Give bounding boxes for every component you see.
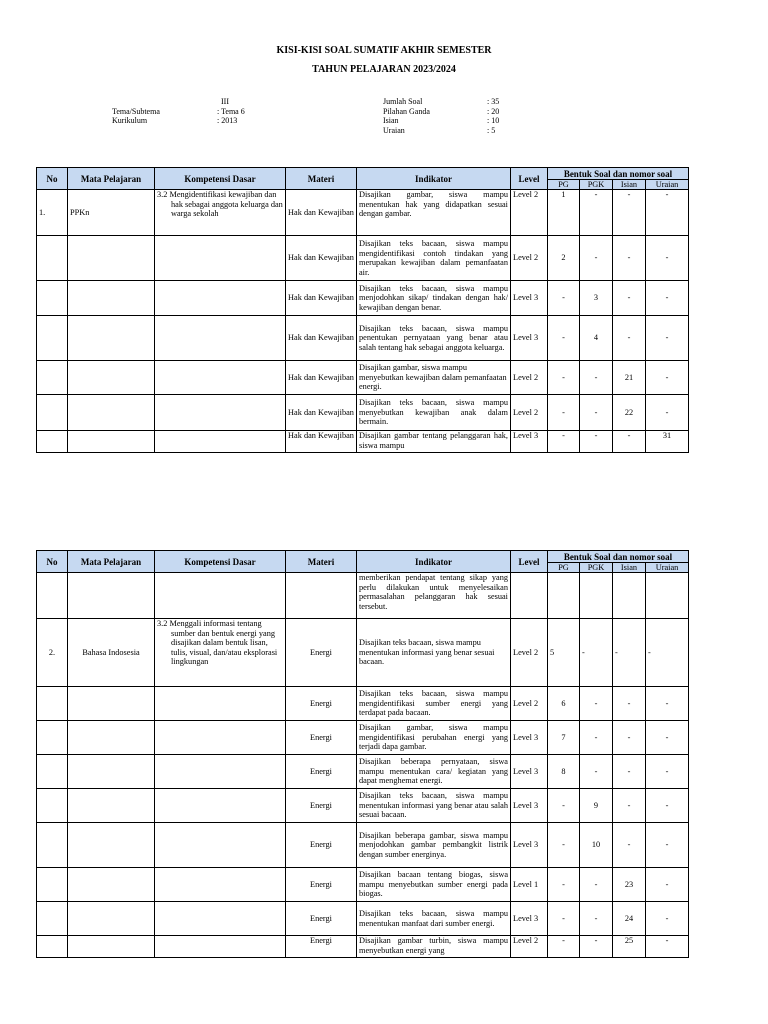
header-isian: Isian (613, 563, 646, 573)
cell-indikator: Disajikan teks bacaan, siswa mampu mengidentifikasi contoh tindakan yang merupakan kewajiban dalam pemanfaatan air. (357, 236, 511, 281)
cell-mapel: PPKn (68, 190, 155, 236)
cell-pg: 5 (548, 619, 580, 687)
cell-uraian: - (646, 721, 689, 755)
cell-mapel (68, 316, 155, 361)
uraian-row (383, 126, 499, 136)
cell-indikator: Disajikan teks bacaan, siswa mampu menentukan informasi yang benar sesuai bacaan. (357, 619, 511, 687)
cell-level: Level 1 (511, 868, 548, 902)
cell-pg: - (548, 431, 580, 453)
cell-level: Level 2 (511, 619, 548, 687)
header-no: No (37, 551, 68, 573)
cell-level: Level 3 (511, 721, 548, 755)
cell-level: Level 3 (511, 902, 548, 936)
cell-level: Level 2 (511, 236, 548, 281)
header-level: Level (511, 551, 548, 573)
cell-materi (286, 573, 357, 619)
cell-indikator: Disajikan beberapa pernyataan, siswa mampu menentukan cara/ kegiatan yang dapat menghemat energi. (357, 755, 511, 789)
table-row (37, 361, 689, 395)
cell-pgk (580, 573, 613, 619)
cell-pgk: - (580, 395, 613, 431)
cell-isian: 23 (613, 868, 646, 902)
cell-kd (155, 361, 286, 395)
cell-mapel: Bahasa Indosesia (68, 619, 155, 687)
header-kd: Kompetensi Dasar (155, 168, 286, 190)
table-row (37, 395, 689, 431)
cell-mapel (68, 573, 155, 619)
cell-isian: - (613, 687, 646, 721)
pg-row (383, 107, 499, 117)
table-row (37, 936, 689, 958)
cell-pg: - (548, 936, 580, 958)
cell-mapel (68, 395, 155, 431)
cell-isian: - (613, 236, 646, 281)
cell-pg: 6 (548, 687, 580, 721)
cell-isian: - (613, 281, 646, 316)
cell-uraian: - (646, 936, 689, 958)
cell-indikator: Disajikan teks bacaan, siswa mampu menyebutkan kewajiban anak dalam bermain. (357, 395, 511, 431)
header-pg: PG (548, 563, 580, 573)
cell-isian: - (613, 755, 646, 789)
jumlah-value: : 35 (487, 97, 500, 106)
cell-level: Level 3 (511, 431, 548, 453)
cell-isian: - (613, 316, 646, 361)
cell-indikator: Disajikan gambar tentang pelanggaran hak, siswa mampu (357, 431, 511, 453)
cell-mapel (68, 687, 155, 721)
header-bentuk: Bentuk Soal dan nomor soal (548, 168, 689, 180)
cell-uraian: 31 (646, 431, 689, 453)
kurikulum-label: Kurikulum (112, 116, 148, 125)
table-row (37, 868, 689, 902)
cell-indikator: Disajikan gambar, siswa mampu menentukan hak yang didapatkan sesuai dengan gambar. (357, 190, 511, 236)
pg-value: : 20 (487, 106, 500, 116)
table-row (37, 619, 689, 687)
cell-no (37, 431, 68, 453)
cell-kd (155, 431, 286, 453)
cell-uraian: - (646, 361, 689, 395)
cell-level: Level 2 (511, 687, 548, 721)
cell-materi: Energi (286, 823, 357, 868)
cell-kd (155, 902, 286, 936)
cell-level: Level 2 (511, 395, 548, 431)
cell-mapel (68, 431, 155, 453)
header-no: No (37, 168, 68, 190)
cell-indikator: Disajikan teks bacaan, siswa mampu mengidentifikasi sumber energi yang terdapat pada bacaan. (357, 687, 511, 721)
meta-left (112, 97, 245, 126)
cell-isian: - (613, 431, 646, 453)
cell-pg: 2 (548, 236, 580, 281)
kelas-value: III (221, 97, 229, 106)
header-bentuk: Bentuk Soal dan nomor soal (548, 551, 689, 563)
meta-right (383, 97, 499, 135)
cell-level: Level 3 (511, 281, 548, 316)
cell-isian: - (613, 721, 646, 755)
table-row (37, 316, 689, 361)
cell-pg: 1 (548, 190, 580, 236)
table-row (37, 190, 689, 236)
cell-no (37, 395, 68, 431)
tema-row (112, 107, 245, 117)
cell-pgk: - (580, 936, 613, 958)
header-uraian: Uraian (646, 180, 689, 190)
cell-pg: - (548, 281, 580, 316)
cell-uraian: - (646, 687, 689, 721)
cell-uraian: - (646, 316, 689, 361)
cell-materi: Hak dan Kewajiban (286, 190, 357, 236)
uraian-label: Uraian (383, 125, 405, 135)
cell-pgk: 3 (580, 281, 613, 316)
cell-pg: 7 (548, 721, 580, 755)
header-mapel: Mata Pelajaran (68, 168, 155, 190)
cell-no (37, 281, 68, 316)
cell-no (37, 361, 68, 395)
cell-indikator: memberikan pendapat tentang sikap yang perlu dilakukan untuk menyelesaikan permasalahan pelanggaran hak sesuai tersebut. (357, 573, 511, 619)
header-indikator: Indikator (357, 168, 511, 190)
table-row (37, 431, 689, 453)
pg-label: Pilahan Ganda (383, 106, 430, 116)
cell-mapel (68, 902, 155, 936)
cell-level (511, 573, 548, 619)
table-row (37, 721, 689, 755)
cell-pg: - (548, 316, 580, 361)
cell-no (37, 789, 68, 823)
table-row (37, 687, 689, 721)
cell-no (37, 868, 68, 902)
cell-level: Level 2 (511, 936, 548, 958)
cell-materi: Energi (286, 755, 357, 789)
cell-pgk: 9 (580, 789, 613, 823)
cell-no (37, 316, 68, 361)
cell-isian: - (613, 823, 646, 868)
cell-indikator: Disajikan teks bacaan, siswa mampu menjodohkan sikap/ tindakan dengan hak/ kewajiban dengan benar. (357, 281, 511, 316)
cell-pgk: - (580, 721, 613, 755)
cell-materi: Energi (286, 936, 357, 958)
cell-pgk: - (580, 687, 613, 721)
cell-materi: Energi (286, 902, 357, 936)
cell-pgk: - (580, 236, 613, 281)
cell-materi: Hak dan Kewajiban (286, 236, 357, 281)
cell-level: Level 2 (511, 361, 548, 395)
cell-no: 1. (37, 190, 68, 236)
kd-text: 3.2 Mengidentifikasi kewajiban dan hak sebagai anggota keluarga dan warga sekolah (157, 190, 283, 218)
isian-label: Isian (383, 116, 399, 125)
kisi-table-1 (36, 167, 689, 453)
kurikulum-value: : 2013 (217, 116, 238, 125)
cell-isian: 22 (613, 395, 646, 431)
cell-pg (548, 573, 580, 619)
cell-pgk: - (580, 361, 613, 395)
cell-pgk: - (580, 431, 613, 453)
cell-isian: - (613, 190, 646, 236)
header-mapel: Mata Pelajaran (68, 551, 155, 573)
cell-pg: - (548, 361, 580, 395)
cell-isian: 24 (613, 902, 646, 936)
cell-kd (155, 316, 286, 361)
cell-kd (155, 573, 286, 619)
cell-kd (155, 936, 286, 958)
cell-no (37, 687, 68, 721)
kurikulum-row (112, 116, 245, 126)
header-kd: Kompetensi Dasar (155, 551, 286, 573)
cell-no (37, 936, 68, 958)
cell-no (37, 755, 68, 789)
cell-mapel (68, 361, 155, 395)
cell-no: 2. (37, 619, 68, 687)
kisi-table-2 (36, 550, 689, 958)
cell-materi: Energi (286, 619, 357, 687)
document-title: KISI-KISI SOAL SUMATIF AKHIR SEMESTER (276, 45, 492, 56)
cell-mapel (68, 721, 155, 755)
table-row (37, 902, 689, 936)
cell-uraian: - (646, 236, 689, 281)
cell-materi: Energi (286, 868, 357, 902)
cell-materi: Hak dan Kewajiban (286, 281, 357, 316)
cell-pg: - (548, 789, 580, 823)
cell-mapel (68, 755, 155, 789)
table-row (37, 573, 689, 619)
cell-materi: Hak dan Kewajiban (286, 431, 357, 453)
cell-kd (155, 721, 286, 755)
cell-no (37, 236, 68, 281)
document-subtitle: TAHUN PELAJARAN 2023/2024 (312, 64, 456, 75)
cell-pg: 8 (548, 755, 580, 789)
header-pgk: PGK (580, 563, 613, 573)
cell-mapel (68, 823, 155, 868)
cell-pg: - (548, 395, 580, 431)
tema-label: Tema/Subtema (112, 106, 160, 116)
cell-uraian: - (646, 190, 689, 236)
cell-isian: - (613, 619, 646, 687)
cell-level: Level 3 (511, 316, 548, 361)
header-indikator: Indikator (357, 551, 511, 573)
cell-kd (155, 755, 286, 789)
cell-isian: - (613, 789, 646, 823)
cell-materi: Hak dan Kewajiban (286, 316, 357, 361)
cell-materi: Energi (286, 721, 357, 755)
cell-uraian: - (646, 395, 689, 431)
cell-pgk: 10 (580, 823, 613, 868)
header-isian: Isian (613, 180, 646, 190)
cell-uraian: - (646, 902, 689, 936)
cell-kd (155, 789, 286, 823)
cell-uraian: - (646, 823, 689, 868)
cell-isian (613, 573, 646, 619)
cell-no (37, 573, 68, 619)
table-row (37, 281, 689, 316)
cell-isian: 25 (613, 936, 646, 958)
cell-uraian: - (646, 755, 689, 789)
cell-kd (155, 687, 286, 721)
tema-value: : Tema 6 (217, 106, 245, 116)
cell-no (37, 902, 68, 936)
cell-kd (155, 619, 286, 687)
cell-pgk: - (580, 619, 613, 687)
cell-indikator: Disajikan gambar, siswa mampu mengidentifikasi perubahan energi yang terjadi dapa gambar. (357, 721, 511, 755)
cell-pgk: - (580, 755, 613, 789)
cell-uraian: - (646, 281, 689, 316)
cell-isian: 21 (613, 361, 646, 395)
cell-indikator: Disajikan gambar turbin, siswa mampu menyebutkan energi yang (357, 936, 511, 958)
cell-materi: Hak dan Kewajiban (286, 395, 357, 431)
cell-level: Level 3 (511, 789, 548, 823)
cell-level: Level 2 (511, 190, 548, 236)
cell-indikator: Disajikan teks bacaan, siswa mampu menentukan informasi yang benar atau salah sesuai bacaan. (357, 789, 511, 823)
table-row (37, 236, 689, 281)
isian-value: : 10 (487, 116, 500, 125)
cell-kd (155, 823, 286, 868)
header-materi: Materi (286, 551, 357, 573)
cell-mapel (68, 281, 155, 316)
isian-row (383, 116, 499, 126)
cell-pg: - (548, 902, 580, 936)
cell-kd (155, 236, 286, 281)
header-uraian: Uraian (646, 563, 689, 573)
uraian-value: : 5 (487, 125, 496, 135)
table-row (37, 755, 689, 789)
cell-kd (155, 281, 286, 316)
header-pgk: PGK (580, 180, 613, 190)
cell-indikator: Disajikan teks bacaan, siswa mampu penentukan pernyataan yang benar atau salah tentang hak sebagai anggota keluarga. (357, 316, 511, 361)
cell-materi: Energi (286, 687, 357, 721)
header-pg: PG (548, 180, 580, 190)
cell-uraian: - (646, 868, 689, 902)
cell-mapel (68, 789, 155, 823)
cell-pg: - (548, 868, 580, 902)
cell-pgk: - (580, 902, 613, 936)
cell-pgk: - (580, 868, 613, 902)
jumlah-label: Jumlah Soal (383, 97, 423, 106)
cell-mapel (68, 936, 155, 958)
header-level: Level (511, 168, 548, 190)
cell-kd (155, 395, 286, 431)
jumlah-row (383, 97, 499, 107)
table-row (37, 823, 689, 868)
cell-level: Level 3 (511, 755, 548, 789)
cell-level: Level 3 (511, 823, 548, 868)
cell-no (37, 721, 68, 755)
cell-no (37, 823, 68, 868)
cell-indikator: Disajikan teks bacaan, siswa mampu menentukan manfaat dari sumber energi. (357, 902, 511, 936)
header-materi: Materi (286, 168, 357, 190)
cell-mapel (68, 868, 155, 902)
cell-materi: Energi (286, 789, 357, 823)
cell-kd (155, 868, 286, 902)
cell-indikator: Disajikan bacaan tentang biogas, siswa mampu menyebutkan sumber energi pada biogas. (357, 868, 511, 902)
cell-pgk: 4 (580, 316, 613, 361)
cell-kd (155, 190, 286, 236)
cell-uraian (646, 573, 689, 619)
cell-uraian: - (646, 789, 689, 823)
cell-pgk: - (580, 190, 613, 236)
cell-indikator: Disajikan gambar, siswa mampu menyebutkan kewajiban dalam pemanfaatan energi. (357, 361, 511, 395)
cell-materi: Hak dan Kewajiban (286, 361, 357, 395)
kd-text: 3.2 Menggali informasi tentang sumber dan bentuk energi yang disajikan dalam bentuk lisan, tulis, visual, dan/atau eksplorasi lingkungan (157, 619, 278, 666)
cell-mapel (68, 236, 155, 281)
cell-indikator: Disajikan beberapa gambar, siswa mampu menjodohkan gambar pembangkit listrik dengan sumber energinya. (357, 823, 511, 868)
cell-pg: - (548, 823, 580, 868)
cell-uraian: - (646, 619, 689, 687)
table-row (37, 789, 689, 823)
kelas-row (112, 97, 245, 107)
